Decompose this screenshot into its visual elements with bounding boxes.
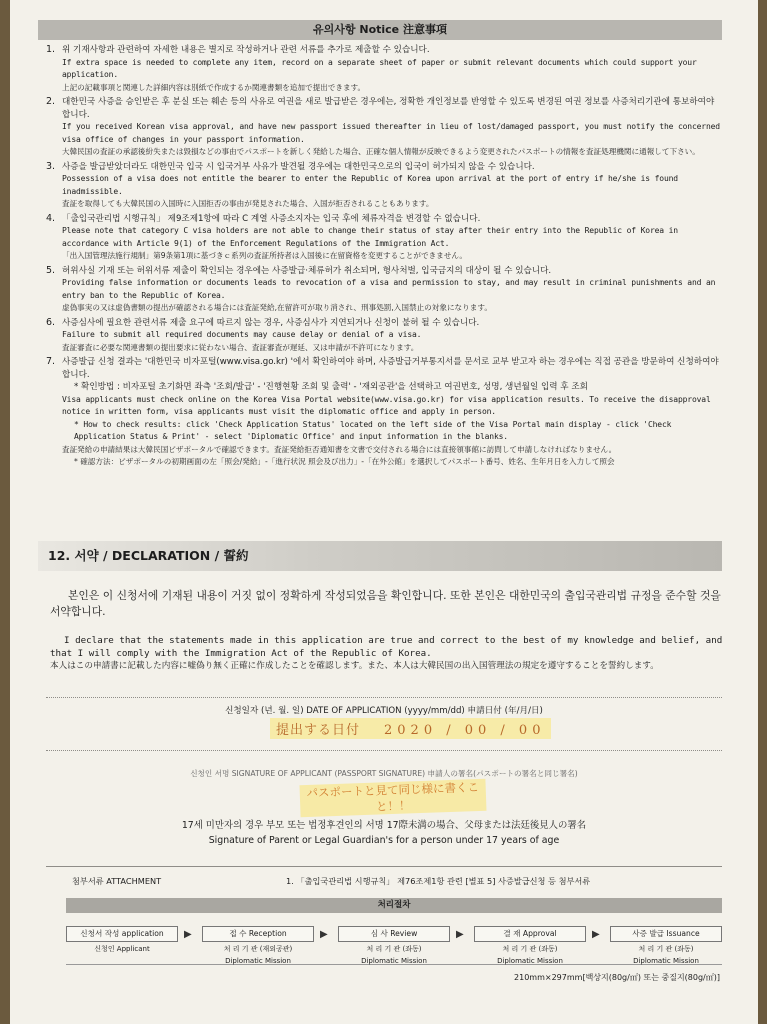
signature-label: 신청인 서명 SIGNATURE OF APPLICANT (PASSPORT SIGNATURE) 申請人の署名(パスポートの署名と同じ署名)	[190, 769, 578, 778]
item-text-jp: 査証審査に必要な関連書類の提出要求に従わない場合、査証審査が遅延、又は申請が不許可になります。	[62, 342, 419, 352]
declaration-jp: 本人はこの申請書に記載した内容に嘘偽り無く正確に作成したことを確認します。また、本人は大韓民国の出入国管理法の規定を遵守することを誓約します。	[50, 661, 659, 671]
item-text-jp: 上記の記載事項と関連した詳細内容は別紙で作成するか関連書類を追加で提出できます。	[62, 82, 366, 92]
guardian-signature-label	[10, 818, 758, 848]
notice-item	[46, 317, 722, 355]
item-number: 6.	[46, 316, 56, 328]
procedure-step	[66, 926, 178, 957]
divider	[46, 866, 722, 867]
procedure-header: 처리절차	[66, 898, 722, 913]
item-text-jp: 虚偽事実の又は虚偽書類の提出が確認される場合には査証発給,在留許可が取り消され、刑事処罰,入国禁止の対象になります。	[62, 303, 492, 312]
step-label: 신청서 작성 application	[66, 926, 178, 942]
item-text-jp: 「出入国管理法施行規制」第9条第1項に基づきｃ系列の査証所持者は入国後に在留資格を変更することができません。	[62, 251, 467, 260]
arrow-icon: ▶	[184, 929, 192, 940]
step-sub1: 신청인 Applicant	[94, 945, 150, 953]
divider	[46, 697, 722, 698]
arrow-icon: ▶	[592, 929, 600, 940]
declaration-en: I declare that the statements made in this application are true and correct to the best of my knowledge and belief, and that I will comply with the Immigration Act of the Republic of Korea.	[50, 635, 723, 659]
handwritten-date-value: 2020 / 00 / 00	[384, 723, 546, 738]
item-text-ko: 사증심사에 필요한 관련서류 제출 요구에 따르지 않는 경우, 사증심사가 지연되거나 신청이 불허 될 수 있습니다.	[62, 317, 480, 328]
item-number: 3.	[46, 160, 56, 172]
step-sub1: 처 리 기 관 (재외공관)	[223, 945, 293, 953]
guardian-label-line1: 17세 미만자의 경우 부모 또는 법정후견인의 서명 17際未満の場合、父母または法廷後見人の署名	[181, 820, 587, 831]
step-sub1: 처 리 기 관 (좌동)	[502, 945, 558, 953]
item-text-en: Possession of a visa does not entitle the bearer to enter the Republic of Korea upon arrival at the port of entry if he/she is found inadmissible.	[62, 174, 683, 196]
notice-section-header: 유의사항 Notice 注意事項	[38, 20, 722, 40]
guardian-label-line2: Signature of Parent or Legal Guardian's for a person under 17 years of age	[208, 835, 560, 846]
arrow-icon: ▶	[320, 929, 328, 940]
attachment-label: 첨부서류 ATTACHMENT	[72, 876, 162, 886]
item-text-en: Visa applicants must check online on the Korea Visa Portal website(www.visa.go.kr) for visa application results. To receive the disapproval notice in written form, visa applicants must visit the diplomatic office and apply in person.	[62, 394, 716, 416]
item-text-en: If extra space is needed to complete any item, record on a separate sheet of paper or submit relevant documents which could support your application.	[62, 57, 702, 79]
procedure-step	[474, 926, 586, 966]
arrow-icon: ▶	[456, 929, 464, 940]
step-sub1: 처 리 기 관 (좌동)	[366, 945, 422, 953]
item-text-ko: 사증발급 신청 결과는 '대한민국 비자포털(www.visa.go.kr) '에서 확인하여야 하며, 사증발급거부통지서를 문서로 교부 받고자 하는 경우에는 직접 공관을 방문하여 신청하여야 합니다.	[62, 357, 722, 380]
item-text-en: Providing false information or documents leads to revocation of a visa and permission to stay, and may result in criminal punishments and an entry ban to the Republic of Korea.	[62, 278, 720, 300]
attachment-row	[46, 876, 722, 887]
procedure-step	[338, 926, 450, 966]
attachment-value: 1. 「출입국관리법 시행규칙」 제76조제1항 관련 [별표 5] 사증발급신청 등 첨부서류	[286, 876, 591, 886]
procedure-step	[202, 926, 314, 966]
step-sub1: 처 리 기 관 (좌동)	[638, 945, 694, 953]
step-label: 심 사 Review	[338, 926, 450, 942]
step-sub2: Diplomatic Mission	[497, 957, 563, 965]
signature-field[interactable]: パスポートと見て同じ様に書くこと！！	[299, 779, 486, 817]
item-number: 1.	[46, 44, 56, 55]
item-text-en: Failure to submit all required documents may cause delay or denial of a visa.	[62, 330, 422, 339]
declaration-section-header: 12. 서약 / DECLARATION / 誓約	[38, 541, 722, 571]
item-text-jp: 査証を取得しても大韓民国の入国時に入国拒否の事由が発見された場合、入国が拒否されることもあります。	[62, 199, 434, 208]
item-text-ko: 「출입국관리법 시행규칙」 제9조제1항에 따라 C 계열 사증소지자는 입국 후에 체류자격을 변경할 수 없습니다.	[62, 213, 481, 224]
step-sub2: Diplomatic Mission	[225, 957, 291, 965]
item-method-ko: * 확인방법 : 비자포털 초기화면 좌측 '조회/발급' - '진행현황 조회 및 출력' - '재외공관'을 선택하고 여권번호, 성명, 생년월일 입력 후 조회	[74, 382, 588, 392]
procedure-flow	[66, 918, 722, 965]
notice-items	[46, 44, 725, 471]
notice-item	[46, 356, 722, 469]
procedure-step	[610, 926, 722, 966]
item-text-en: If you received Korean visa approval, and have new passport issued thereafter in lieu of lost/damaged passport, you must notify the concerned visa office of changes in your passport information.	[62, 122, 725, 144]
item-text-ko: 사증을 발급받았더라도 대한민국 입국 시 입국거부 사유가 발견될 경우에는 대한민국으로의 입국이 허가되지 않을 수 있습니다.	[62, 161, 535, 172]
notice-item	[46, 213, 722, 263]
declaration-ko: 본인은 이 신청서에 기재된 내용이 거짓 없이 정확하게 작성되었음을 확인합니다. 또한 본인은 대한민국의 출입국관리법 규정을 준수할 것을 서약합니다.	[50, 589, 721, 618]
step-sub2: Diplomatic Mission	[633, 957, 699, 965]
step-label: 접 수 Reception	[202, 926, 314, 942]
application-date-label: 신청일자 (년. 월. 일) DATE OF APPLICATION (yyyy/mm/dd) 申請日付 (年/月/日)	[225, 706, 543, 716]
item-number: 4.	[46, 212, 56, 224]
step-label: 결 재 Approval	[474, 926, 586, 942]
application-date-field[interactable]	[270, 718, 551, 739]
step-sub2: Diplomatic Mission	[361, 957, 427, 965]
item-text-jp: 大韓民国の査証の承認後紛失または毀損などの事由でパスポートを新しく発給した場合、正確な個人情報が反映できるよう変更されたパスポートの情報を査証処理機関に通報して下さい。	[62, 147, 700, 156]
item-method-jp: * 確認方法：ビザポータルの初期画面の左「照会/発給」-「進行状況 照会及び出力」-「在外公館」を選択してパスポート番号、姓名、生年月日を入力して照会	[74, 457, 615, 466]
item-text-ko: 위 기재사항과 관련하여 자세한 내용은 별지로 작성하거나 관련 서류를 추가로 제출할 수 있습니다.	[62, 45, 430, 55]
application-form-page	[10, 0, 758, 1024]
item-text-ko: 허위사실 기재 또는 허위서류 제출이 확인되는 경우에는 사증발급·체류허가 취소되며, 형사처벌, 입국금지의 대상이 될 수 있습니다.	[62, 265, 552, 276]
item-number: 5.	[46, 264, 56, 276]
item-text-jp: 査証発給の申請結果は大韓民国ビザポータルで確認できます。査証発給拒否通知書を文書で交付される場合には直接領事館に訪問して申請しなければなりません。	[62, 444, 617, 454]
paper-spec: 210mm×297mm[백상지(80g/㎡) 또는 중질지(80g/㎡)]	[514, 973, 720, 982]
item-method-en: * How to check results: click 'Check Application Status' located on the left side of the Visa Portal main display - click 'Check Application Status & Print' - select 'Diplomatic Office' and input information in the blanks.	[74, 419, 676, 441]
step-label: 사증 발급 Issuance	[610, 926, 722, 942]
divider	[46, 750, 722, 751]
item-number: 7.	[46, 356, 56, 367]
declaration-text	[50, 588, 726, 673]
notice-item	[46, 265, 722, 315]
notice-item	[46, 161, 722, 211]
item-text-en: Please note that category C visa holders are not able to change their status of stay after their entry into the Republic of Korea in accordance with Article 9(1) of the Enforcement Regulations of the Immigration Act.	[62, 226, 683, 248]
notice-item	[46, 44, 722, 94]
notice-item	[46, 96, 725, 159]
handwritten-date-note: 提出する日付	[276, 723, 361, 738]
item-text-ko: 대한민국 사증을 승인받은 후 분실 또는 훼손 등의 사유로 여권을 새로 발급받은 경우에는, 정확한 개인정보를 반영할 수 있도록 변경된 여권 정보를 사증처리기관에 통보하여야 합니다.	[62, 97, 717, 120]
item-number: 2.	[46, 96, 56, 107]
